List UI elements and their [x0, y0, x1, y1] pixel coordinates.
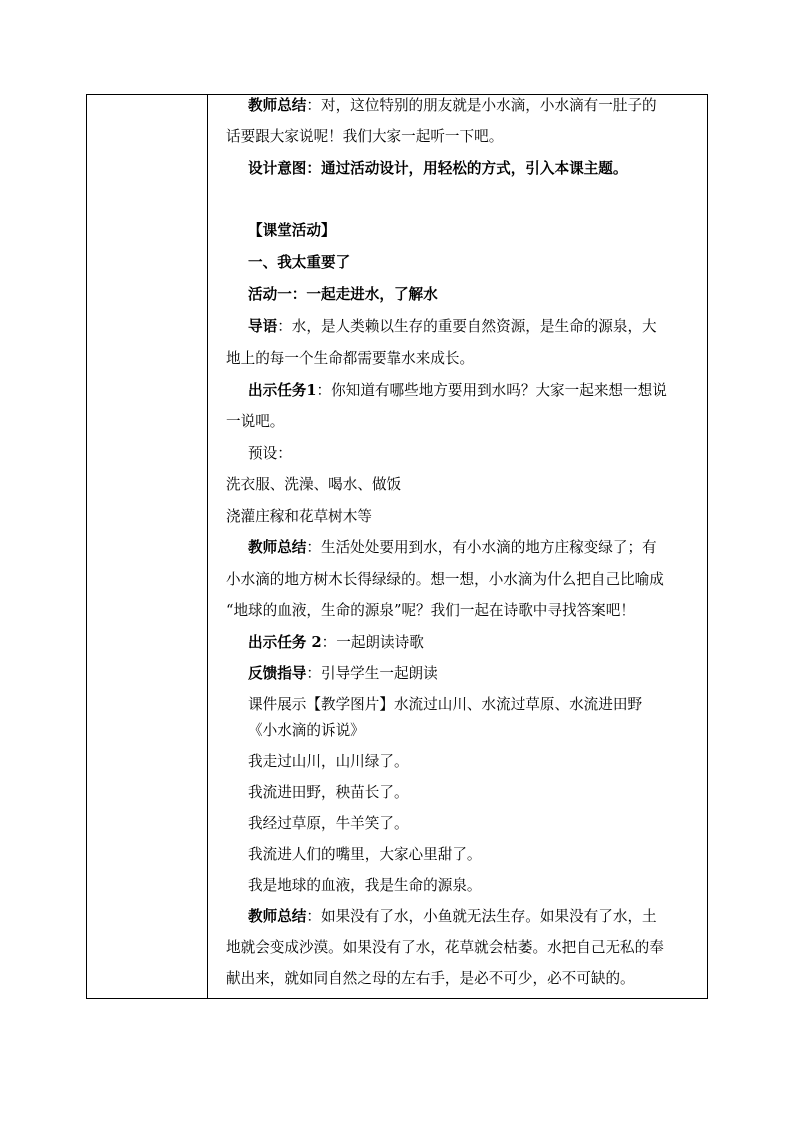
- paragraph-line: 一说吧。: [226, 413, 285, 430]
- preset-item: 浇灌庄稼和花草树木等: [226, 508, 372, 525]
- activity-one-heading: 活动一：一起走进水，了解水: [248, 286, 438, 303]
- poem-title: 《小水滴的诉说》: [248, 722, 365, 739]
- paragraph-line: 地就会变成沙漠。如果没有了水，花草就会枯萎。水把自己无私的奉: [226, 939, 664, 956]
- paragraph-line: 小水滴的地方树木长得绿绿的。想一想，小水滴为什么把自己比喻成: [226, 571, 664, 588]
- task-one-label: 出示任务1: [248, 382, 317, 399]
- intro-label: 导语: [248, 318, 278, 335]
- poem-line: 我是地球的血液，我是生命的源泉。: [248, 877, 482, 894]
- task-two-paragraph: [248, 633, 424, 653]
- teacher-summary-text: ：生活处处要用到水，有小水滴的地方庄稼变绿了；有: [306, 539, 657, 556]
- design-intent-paragraph: [248, 159, 627, 179]
- courseware-line: 课件展示【教学图片】水流过山川、水流过草原、水流进田野: [248, 696, 643, 713]
- poem-line: 我流进人们的嘴里，大家心里甜了。: [248, 846, 482, 863]
- paragraph-line: “地球的血液，生命的源泉”呢？我们一起在诗歌中寻找答案吧！: [226, 602, 635, 619]
- subheading-important: 一、我太重要了: [248, 254, 351, 271]
- section-heading-classroom-activity: 【课堂活动】: [248, 222, 336, 239]
- column-divider: [207, 95, 208, 998]
- teacher-summary-label: 教师总结: [248, 539, 307, 556]
- design-intent-label: 设计意图: [248, 160, 307, 177]
- teacher-summary-text: ：如果没有了水，小鱼就无法生存。如果没有了水，土: [306, 908, 657, 925]
- task-two-label: 出示任务 2: [248, 634, 322, 651]
- task-one-paragraph: [248, 381, 667, 401]
- intro-text: ：水，是人类赖以生存的重要自然资源，是生命的源泉，大: [277, 318, 657, 335]
- preset-item: 洗衣服、洗澡、喝水、做饭: [226, 476, 402, 493]
- poem-line: 我经过草原，牛羊笑了。: [248, 815, 409, 832]
- poem-line: 我走过山川，山川绿了。: [248, 753, 409, 770]
- design-intent-text: ：通过活动设计，用轻松的方式，引入本课主题。: [306, 160, 628, 177]
- teacher-summary-label: 教师总结: [248, 908, 307, 925]
- feedback-label: 反馈指导: [248, 665, 307, 682]
- feedback-text: ：引导学生一起朗读: [306, 665, 438, 682]
- task-two-text: ：一起朗读诗歌: [321, 634, 424, 651]
- preset-label: 预设：: [248, 445, 292, 462]
- paragraph-line: 献出来，就如同自然之母的左右手，是必不可少，必不可缺的。: [226, 970, 635, 987]
- teacher-summary-paragraph-1: [248, 96, 657, 116]
- task-one-text: ：你知道有哪些地方要用到水吗？大家一起来想一想说: [316, 382, 667, 399]
- teacher-summary-text: ：对，这位特别的朋友就是小水滴，小水滴有一肚子的: [306, 97, 657, 114]
- teacher-summary-label: 教师总结: [248, 97, 307, 114]
- intro-paragraph: [248, 317, 657, 337]
- feedback-paragraph: [248, 664, 438, 684]
- poem-line: 我流进田野，秧苗长了。: [248, 784, 409, 801]
- teacher-summary-paragraph-3: [248, 907, 657, 927]
- paragraph-line: 地上的每一个生命都需要靠水来成长。: [226, 350, 475, 367]
- paragraph-line: 话要跟大家说呢！我们大家一起听一下吧。: [226, 128, 504, 145]
- teacher-summary-paragraph-2: [248, 538, 657, 558]
